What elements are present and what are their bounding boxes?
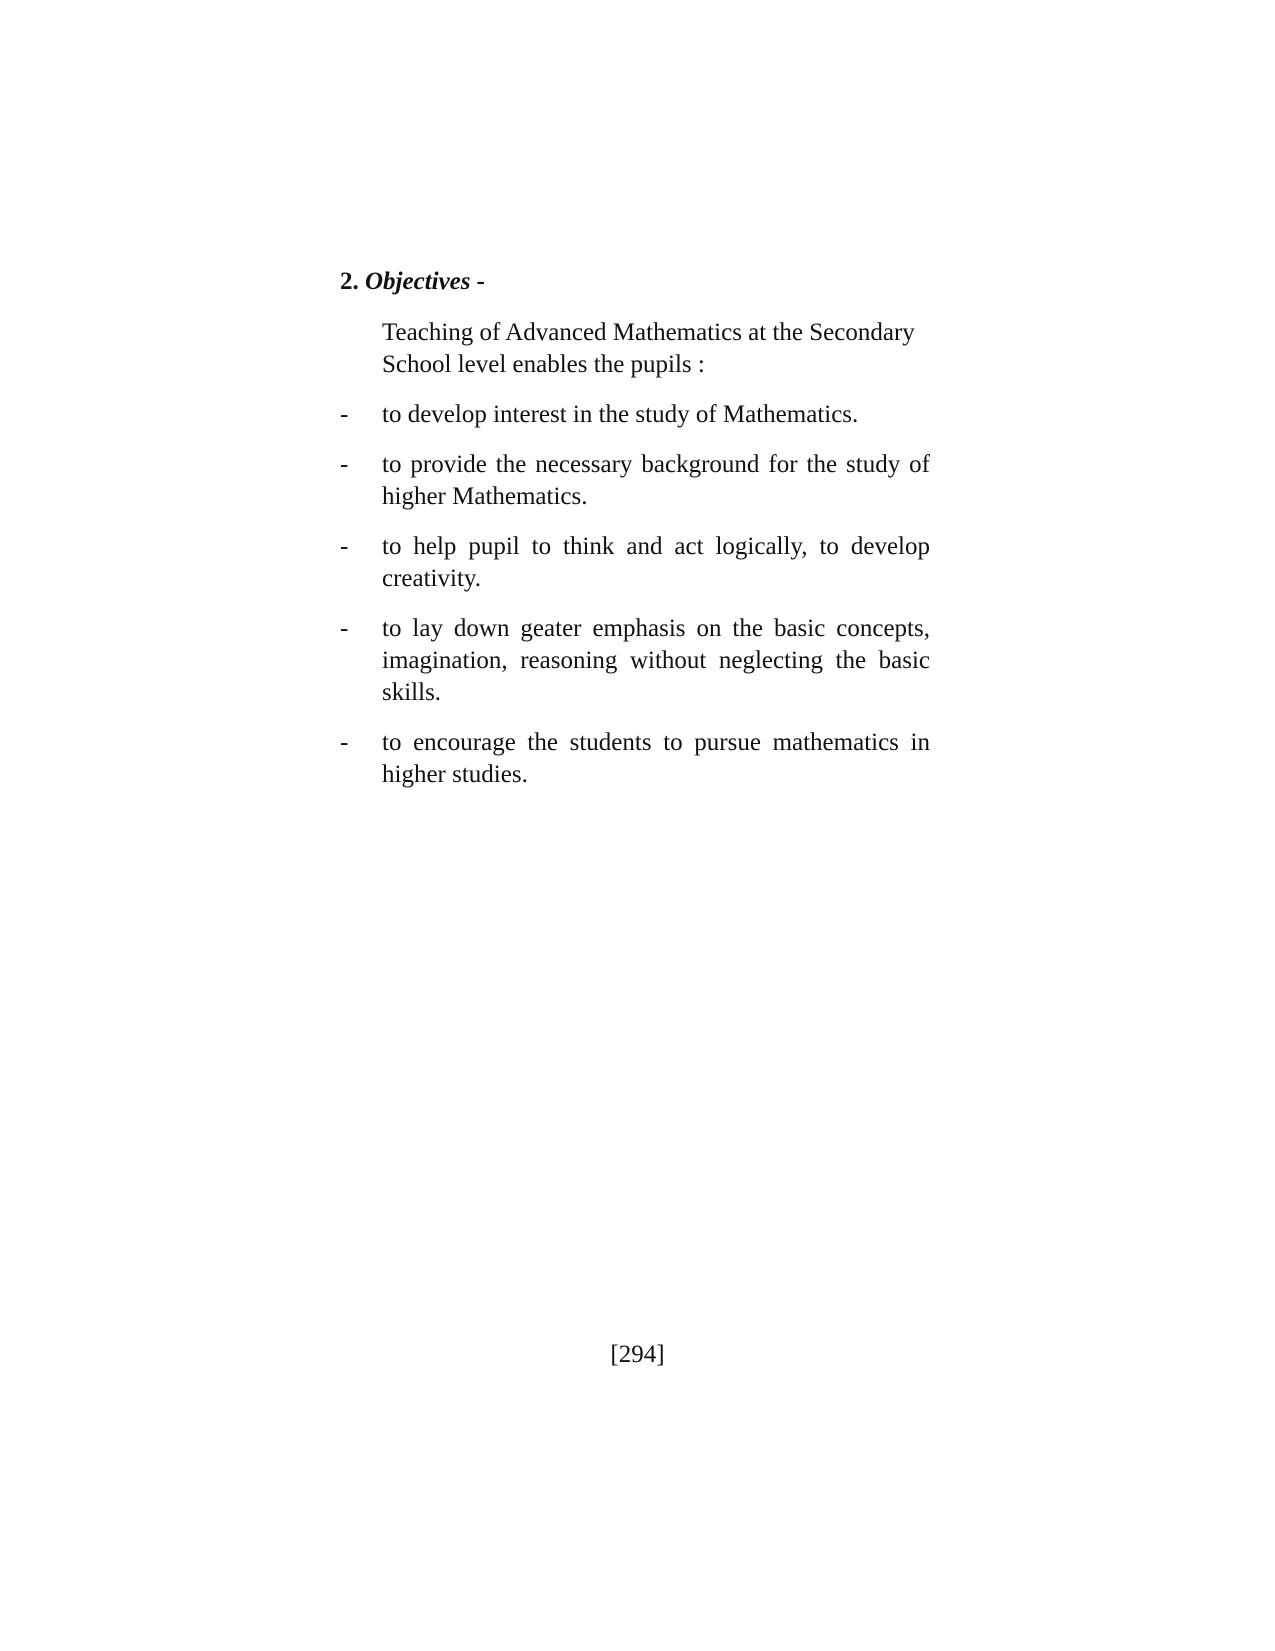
list-item	[340, 399, 930, 431]
section-intro: Teaching of Advanced Mathematics at the Secondary School level enables the pupils :	[382, 319, 915, 378]
section-title: Objectives -	[365, 268, 486, 295]
bullet-dash: -	[340, 401, 349, 428]
list-item	[340, 531, 930, 595]
bullet-dash: -	[340, 533, 349, 560]
list-item	[340, 727, 930, 791]
objective-text: to help pupil to think and act logically, to develop creativity.	[382, 533, 930, 592]
objective-text: to provide the necessary background for the study of higher Mathematics.	[382, 451, 930, 510]
bullet-dash: -	[340, 729, 349, 756]
section-number: 2.	[340, 268, 359, 295]
objective-text: to lay down geater emphasis on the basic concepts, imagination, reasoning without neglecting the basic skills.	[382, 615, 930, 706]
page-number: [294]	[610, 1341, 665, 1368]
section-heading	[340, 266, 930, 298]
bullet-dash: -	[340, 451, 349, 478]
objective-text: to encourage the students to pursue mathematics in higher studies.	[382, 729, 930, 788]
list-item	[340, 449, 930, 513]
bullet-dash: -	[340, 615, 349, 642]
list-item	[340, 613, 930, 709]
objective-list	[340, 399, 930, 791]
objective-text: to develop interest in the study of Mathematics.	[382, 401, 859, 428]
objectives-section	[340, 266, 930, 809]
